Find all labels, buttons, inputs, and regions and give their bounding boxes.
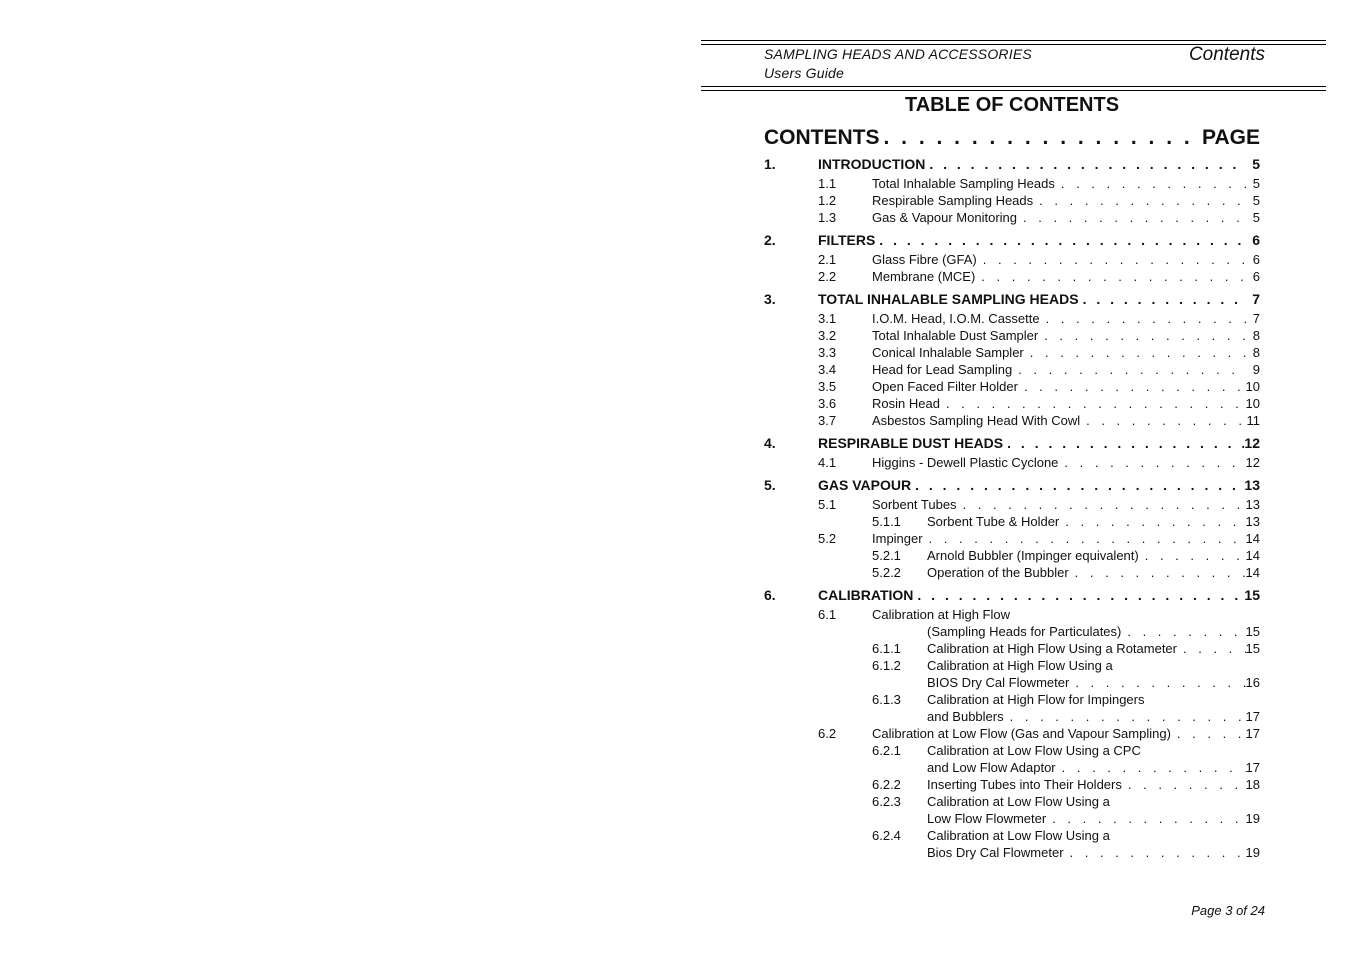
toc-subsection-entry[interactable] (764, 310, 1260, 327)
subsection-title: and Bubblers (927, 709, 1004, 724)
subsection-title: Calibration at Low Flow Using a CPC (927, 743, 1141, 758)
subsection-title: I.O.M. Head, I.O.M. Cassette (872, 311, 1040, 326)
subsection-number: 3.6 (818, 396, 837, 411)
subsection-title: Gas & Vapour Monitoring (872, 210, 1017, 225)
toc-page-label: PAGE (1202, 126, 1260, 149)
subsection-number: 3.4 (818, 362, 837, 377)
subsection-number: 6.1.3 (872, 692, 901, 707)
subsection-title: Asbestos Sampling Head With Cowl (872, 413, 1081, 428)
section-title: FILTERS (818, 232, 876, 248)
section-title: RESPIRABLE DUST HEADS (818, 435, 1004, 451)
subsection-page: 9 (1252, 362, 1260, 377)
leader-dots (1171, 725, 1246, 742)
header-rule-bottom-2 (701, 90, 1326, 91)
subsection-page: 6 (1252, 269, 1260, 284)
subsection-page: 5 (1252, 176, 1260, 191)
subsection-number: 1.3 (818, 210, 837, 225)
subsection-page: 6 (1252, 252, 1260, 267)
subsection-page: 18 (1245, 777, 1260, 792)
toc-subsection-entry[interactable] (764, 209, 1260, 226)
toc-subsection-entry[interactable] (764, 496, 1260, 513)
subsection-number: 6.2 (818, 726, 837, 741)
subsection-number: 3.7 (818, 413, 837, 428)
toc-subsection-entry[interactable] (764, 175, 1260, 192)
section-title: GAS VAPOUR (818, 477, 912, 493)
toc-subsection-entry[interactable] (764, 268, 1260, 285)
leader-dots (1004, 708, 1246, 725)
subsection-number: 6.2.2 (872, 777, 901, 792)
leader-dots (940, 395, 1246, 412)
toc-subsection-entry[interactable] (764, 708, 1260, 725)
subsection-number: 5.2.2 (872, 565, 901, 580)
subsection-title: Bios Dry Cal Flowmeter (927, 845, 1064, 860)
leader-dots (1064, 844, 1246, 861)
toc-subsection-entry[interactable] (764, 251, 1260, 268)
subsection-number: 4.1 (818, 455, 837, 470)
toc-contents-label: CONTENTS (764, 126, 880, 149)
toc-section-entry[interactable] (764, 289, 1260, 310)
leader-dots (911, 475, 1244, 496)
toc-subsection-entry[interactable] (764, 793, 1260, 810)
section-page: 12 (1244, 435, 1260, 451)
toc-subsection-entry[interactable] (764, 657, 1260, 674)
toc-subsection-entry[interactable] (764, 513, 1260, 530)
leader-dots (1003, 433, 1244, 454)
section-number: 2. (764, 232, 776, 248)
toc-subsection-entry[interactable] (764, 640, 1260, 657)
header-rule-top (701, 40, 1326, 41)
leader-dots (1018, 378, 1246, 395)
toc-subsection-entry[interactable] (764, 361, 1260, 378)
subsection-title: Rosin Head (872, 396, 940, 411)
subsection-page: 19 (1245, 811, 1260, 826)
subsection-page: 5 (1252, 210, 1260, 225)
subsection-title: Total Inhalable Dust Sampler (872, 328, 1039, 343)
toc-column-heading (764, 126, 1260, 150)
leader-dots (923, 530, 1246, 547)
subsection-page: 13 (1245, 514, 1260, 529)
toc-subsection-entry[interactable] (764, 759, 1260, 776)
leader-dots (1139, 547, 1246, 564)
toc-subsection-entry[interactable] (764, 742, 1260, 759)
toc-subsection-entry[interactable] (764, 327, 1260, 344)
subsection-number: 1.1 (818, 176, 837, 191)
section-page: 7 (1252, 291, 1260, 307)
subsection-title: Head for Lead Sampling (872, 362, 1013, 377)
subsection-page: 17 (1245, 760, 1260, 775)
toc-subsection-entry[interactable] (764, 725, 1260, 742)
subsection-page: 16 (1245, 675, 1260, 690)
leader-dots (1040, 310, 1246, 327)
toc-subsection-entry[interactable] (764, 810, 1260, 827)
subsection-number: 1.2 (818, 193, 837, 208)
toc-subsection-entry[interactable] (764, 623, 1260, 640)
subsection-page: 8 (1252, 328, 1260, 343)
subsection-title: Open Faced Filter Holder (872, 379, 1018, 394)
section-title: CALIBRATION (818, 587, 914, 603)
toc-section-entry[interactable] (764, 154, 1260, 175)
subsection-page: 17 (1245, 709, 1260, 724)
section-number: 4. (764, 435, 776, 451)
subsection-number: 2.2 (818, 269, 837, 284)
leader-dots (1080, 412, 1246, 429)
subsection-title: Total Inhalable Sampling Heads (872, 176, 1055, 191)
toc-subsection-entry[interactable] (764, 674, 1260, 691)
toc-subsection-entry[interactable] (764, 395, 1260, 412)
subsection-title: BIOS Dry Cal Flowmeter (927, 675, 1070, 690)
subsection-title: (Sampling Heads for Particulates) (927, 624, 1122, 639)
toc-leader-dots (880, 126, 1203, 150)
subsection-page: 13 (1245, 497, 1260, 512)
leader-dots (977, 251, 1246, 268)
header-rule-bottom (701, 86, 1326, 87)
leader-dots (1017, 209, 1246, 226)
subsection-page: 15 (1245, 641, 1260, 656)
subsection-number: 3.1 (818, 311, 837, 326)
subsection-title: Inserting Tubes into Their Holders (927, 777, 1122, 792)
toc-subsection-entry[interactable] (764, 827, 1260, 844)
subsection-page: 10 (1245, 379, 1260, 394)
toc-subsection-entry[interactable] (764, 378, 1260, 395)
toc-subsection-entry[interactable] (764, 530, 1260, 547)
section-number: 3. (764, 291, 776, 307)
subsection-title: Calibration at High Flow (872, 607, 1011, 622)
toc-subsection-entry[interactable] (764, 454, 1260, 471)
leader-dots (1033, 192, 1246, 209)
document-title: SAMPLING HEADS AND ACCESSORIES (764, 46, 1032, 62)
subsection-number: 5.1.1 (872, 514, 901, 529)
section-number: 5. (764, 477, 776, 493)
subsection-number: 3.2 (818, 328, 837, 343)
subsection-title: Membrane (MCE) (872, 269, 976, 284)
subsection-title: Sorbent Tubes (872, 497, 957, 512)
leader-dots (1121, 623, 1245, 640)
page-number: Page 3 of 24 (1191, 903, 1265, 918)
subsection-number: 6.2.3 (872, 794, 901, 809)
toc-section-entry[interactable] (764, 230, 1260, 251)
toc-title: TABLE OF CONTENTS (904, 94, 1120, 116)
leader-dots (975, 268, 1246, 285)
subsection-title: Low Flow Flowmeter (927, 811, 1047, 826)
leader-dots (1012, 361, 1246, 378)
subsection-title: Calibration at High Flow for Impingers (927, 692, 1145, 707)
subsection-number: 5.1 (818, 497, 837, 512)
leader-dots (1056, 759, 1246, 776)
section-title: TOTAL INHALABLE SAMPLING HEADS (818, 291, 1079, 307)
subsection-title: Operation of the Bubbler (927, 565, 1069, 580)
subsection-number: 6.1 (818, 607, 837, 622)
subsection-title: and Low Flow Adaptor (927, 760, 1056, 775)
subsection-title: Calibration at Low Flow (Gas and Vapour Sampling) (872, 726, 1171, 741)
toc-subsection-entry[interactable] (764, 192, 1260, 209)
leader-dots (1038, 327, 1246, 344)
subsection-title: Impinger (872, 531, 923, 546)
toc-subsection-entry[interactable] (764, 776, 1260, 793)
leader-dots (957, 496, 1246, 513)
subsection-page: 14 (1245, 548, 1260, 563)
subsection-page: 10 (1245, 396, 1260, 411)
subsection-number: 5.2.1 (872, 548, 901, 563)
section-number: 1. (764, 156, 776, 172)
subsection-title: Higgins - Dewell Plastic Cyclone (872, 455, 1059, 470)
leader-dots (875, 230, 1246, 251)
subsection-number: 6.2.1 (872, 743, 901, 758)
subsection-page: 17 (1245, 726, 1260, 741)
subsection-title: Respirable Sampling Heads (872, 193, 1034, 208)
leader-dots (913, 585, 1244, 606)
subsection-page: 11 (1246, 413, 1260, 428)
subsection-number: 2.1 (818, 252, 837, 267)
subsection-title: Calibration at High Flow Using a Rotameter (927, 641, 1177, 656)
subsection-title: Calibration at Low Flow Using a (927, 794, 1110, 809)
subsection-title: Glass Fibre (GFA) (872, 252, 977, 267)
subsection-page: 5 (1252, 193, 1260, 208)
leader-dots (1059, 513, 1245, 530)
subsection-title: Calibration at Low Flow Using a (927, 828, 1110, 843)
leader-dots (1055, 175, 1246, 192)
section-page: 6 (1252, 232, 1260, 248)
leader-dots (925, 154, 1246, 175)
subsection-page: 19 (1245, 845, 1260, 860)
toc-entries (764, 154, 1260, 861)
toc-subsection-entry[interactable] (764, 412, 1260, 429)
subsection-title: Arnold Bubbler (Impinger equivalent) (927, 548, 1139, 563)
subsection-page: 7 (1252, 311, 1260, 326)
subsection-number: 6.2.4 (872, 828, 901, 843)
subsection-page: 12 (1245, 455, 1260, 470)
section-page: 15 (1244, 587, 1260, 603)
toc-subsection-entry[interactable] (764, 844, 1260, 861)
subsection-title: Conical Inhalable Sampler (872, 345, 1024, 360)
toc-subsection-entry[interactable] (764, 606, 1260, 623)
subsection-number: 3.5 (818, 379, 837, 394)
subsection-number: 3.3 (818, 345, 837, 360)
toc-subsection-entry[interactable] (764, 691, 1260, 708)
section-page: 13 (1244, 477, 1260, 493)
section-number: 6. (764, 587, 776, 603)
toc-subsection-entry[interactable] (764, 564, 1260, 581)
toc-section-entry[interactable] (764, 475, 1260, 496)
subsection-page: 8 (1252, 345, 1260, 360)
leader-dots (1046, 810, 1245, 827)
subsection-title: Sorbent Tube & Holder (927, 514, 1060, 529)
leader-dots (1079, 289, 1246, 310)
leader-dots (1058, 454, 1245, 471)
toc-section-entry[interactable] (764, 433, 1260, 454)
section-name: Contents (1188, 44, 1265, 65)
leader-dots (1122, 776, 1246, 793)
toc-section-entry[interactable] (764, 585, 1260, 606)
document-subtitle: Users Guide (764, 65, 845, 81)
toc-subsection-entry[interactable] (764, 344, 1260, 361)
toc-subsection-entry[interactable] (764, 547, 1260, 564)
subsection-title: Calibration at High Flow Using a (927, 658, 1113, 673)
leader-dots (1177, 640, 1246, 657)
section-page: 5 (1252, 156, 1260, 172)
leader-dots (1024, 344, 1246, 361)
leader-dots (1069, 564, 1246, 581)
table-of-contents (764, 126, 1260, 861)
subsection-page: 14 (1245, 565, 1260, 580)
subsection-page: 15 (1245, 624, 1260, 639)
subsection-page: 14 (1245, 531, 1260, 546)
section-title: INTRODUCTION (818, 156, 926, 172)
subsection-number: 6.1.1 (872, 641, 901, 656)
subsection-number: 5.2 (818, 531, 837, 546)
subsection-number: 6.1.2 (872, 658, 901, 673)
leader-dots (1069, 674, 1245, 691)
